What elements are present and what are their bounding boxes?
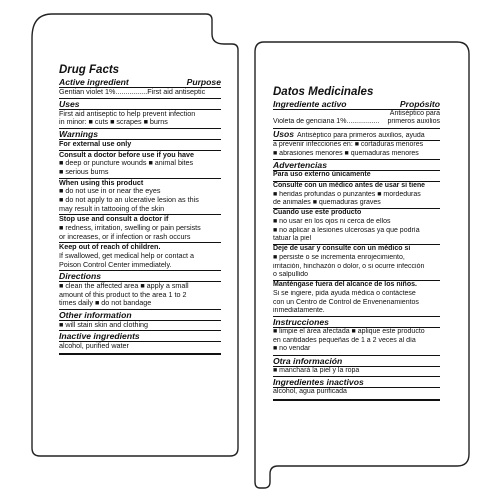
directions-line: times daily ■ do not bandage bbox=[59, 299, 152, 308]
consult-line: ■ deep or puncture wounds ■ animal bites bbox=[59, 159, 194, 168]
directions-line: ■ no vendar bbox=[273, 345, 311, 353]
consult-doctor-title: Consulte con un médico antes de usar si tiene bbox=[273, 181, 426, 189]
other-information-title: Otra información bbox=[273, 355, 440, 367]
active-ingredient-label: Ingrediente activo bbox=[273, 99, 347, 109]
consult-line: ■ serious burns bbox=[59, 167, 109, 176]
warnings-title: Warnings bbox=[59, 128, 221, 140]
uses-line: in minor: ■ cuts ■ scrapes ■ burns bbox=[59, 118, 168, 127]
uses-line: a prevenir infecciones en: ■ cortaduras menores bbox=[273, 141, 424, 149]
directions-line: ■ clean the affected area ■ apply a small bbox=[59, 282, 189, 291]
active-ingredient-label: Active ingredient bbox=[59, 77, 129, 87]
external-use-line: Para uso externo únicamente bbox=[273, 171, 371, 179]
when-using-line: ■ do not apply to an ulcerative lesion as this bbox=[59, 195, 199, 204]
spanish-drug-facts-panel bbox=[273, 86, 440, 401]
panel-title: Datos Medicinales bbox=[273, 86, 374, 98]
panel-title: Drug Facts bbox=[59, 64, 120, 76]
other-information-line: ■ manchará la piel y la ropa bbox=[273, 366, 360, 374]
keep-out-of-reach-title: Keep out of reach of children. bbox=[59, 242, 161, 252]
stop-use-line: ■ persiste o se incrementa enrojecimiento, bbox=[273, 254, 405, 262]
uses-line: First aid antiseptic to help prevent infection bbox=[59, 109, 196, 118]
active-ingredient-header bbox=[59, 77, 221, 88]
purpose-label: Purpose bbox=[186, 77, 221, 87]
keep-out-line: con un Centro de Control de Envenenamientos bbox=[273, 298, 419, 306]
when-using-title: When using this product bbox=[59, 177, 144, 187]
inactive-ingredients-title: Inactive ingredients bbox=[59, 330, 221, 342]
consult-doctor-title: Consult a doctor before use if you have bbox=[59, 149, 194, 159]
keep-out-line: inmediatamente. bbox=[273, 307, 325, 315]
uses-label: Usos bbox=[273, 128, 295, 139]
inactive-ingredients-line: alcohol, agua purificada bbox=[273, 388, 347, 396]
keep-out-line: Si se ingiere, pida ayuda médica o contáctese bbox=[273, 290, 416, 298]
stop-use-line: or increases, or if infection or rash occurs bbox=[59, 232, 191, 241]
directions-line: amount of this product to the area 1 to 2 bbox=[59, 290, 187, 299]
when-using-line: ■ no aplicar a lesiones ulcerosas ya que podría bbox=[273, 226, 420, 234]
active-ingredient-header bbox=[273, 99, 440, 110]
purpose-line: primeros auxilios bbox=[387, 118, 440, 126]
when-using-line: may result in tattooing of the skin bbox=[59, 204, 165, 213]
uses-title bbox=[273, 128, 440, 141]
english-drug-facts-panel bbox=[59, 64, 221, 355]
directions-title: Instrucciones bbox=[273, 316, 440, 328]
stop-use-line: o salpullido bbox=[273, 271, 309, 279]
keep-out-line: Poison Control Center immediately. bbox=[59, 260, 172, 269]
inactive-ingredients-title: Ingredientes inactivos bbox=[273, 376, 440, 388]
when-using-title: Cuando use este producto bbox=[273, 209, 362, 217]
uses-line: ■ abrasiones menores ■ quemaduras menores bbox=[273, 149, 419, 157]
keep-out-line: If swallowed, get medical help or contact a bbox=[59, 251, 195, 260]
other-information-line: ■ will stain skin and clothing bbox=[59, 320, 149, 329]
inactive-ingredients-line: alcohol, purified water bbox=[59, 342, 129, 351]
active-ingredient-text: Violeta de genciana 1%................. bbox=[273, 118, 380, 126]
active-ingredient-line: Gentian violet 1%................First aid antiseptic bbox=[59, 88, 206, 96]
purpose-label: Propósito bbox=[399, 99, 440, 109]
other-information-title: Other information bbox=[59, 309, 221, 321]
keep-out-of-reach-title: Manténgase fuera del alcance de los niños. bbox=[273, 281, 417, 289]
when-using-line: ■ no usar en los ojos ni cerca de ellos bbox=[273, 218, 391, 226]
consult-line: ■ heridas profundas o punzantes ■ mordeduras bbox=[273, 190, 421, 198]
directions-title: Directions bbox=[59, 270, 221, 282]
stop-use-title: Deje de usar y consulte con un médico si bbox=[273, 245, 411, 253]
directions-line: ■ limpie el área afectada ■ aplique este producto bbox=[273, 328, 425, 336]
consult-line: de animales ■ quemaduras graves bbox=[273, 199, 381, 207]
external-use-line: For external use only bbox=[59, 138, 132, 148]
warnings-title: Advertencias bbox=[273, 159, 440, 171]
stop-use-title: Stop use and consult a doctor if bbox=[59, 214, 169, 224]
directions-line: en cantidades pequeñas de 1 a 2 veces al día bbox=[273, 336, 416, 344]
stop-use-line: irritación, hinchazón o dolor, o si ocurre infección bbox=[273, 262, 425, 270]
uses-title: Uses bbox=[59, 98, 221, 110]
when-using-line: tatuar la piel bbox=[273, 235, 312, 243]
active-ingredient-line bbox=[273, 118, 440, 126]
when-using-line: ■ do not use in or near the eyes bbox=[59, 187, 161, 196]
purpose-line: Antiséptico para bbox=[389, 110, 440, 117]
uses-line: Antiséptico para primeros auxilios, ayuda bbox=[297, 131, 425, 139]
stop-use-line: ■ redness, irritation, swelling or pain persists bbox=[59, 223, 201, 232]
